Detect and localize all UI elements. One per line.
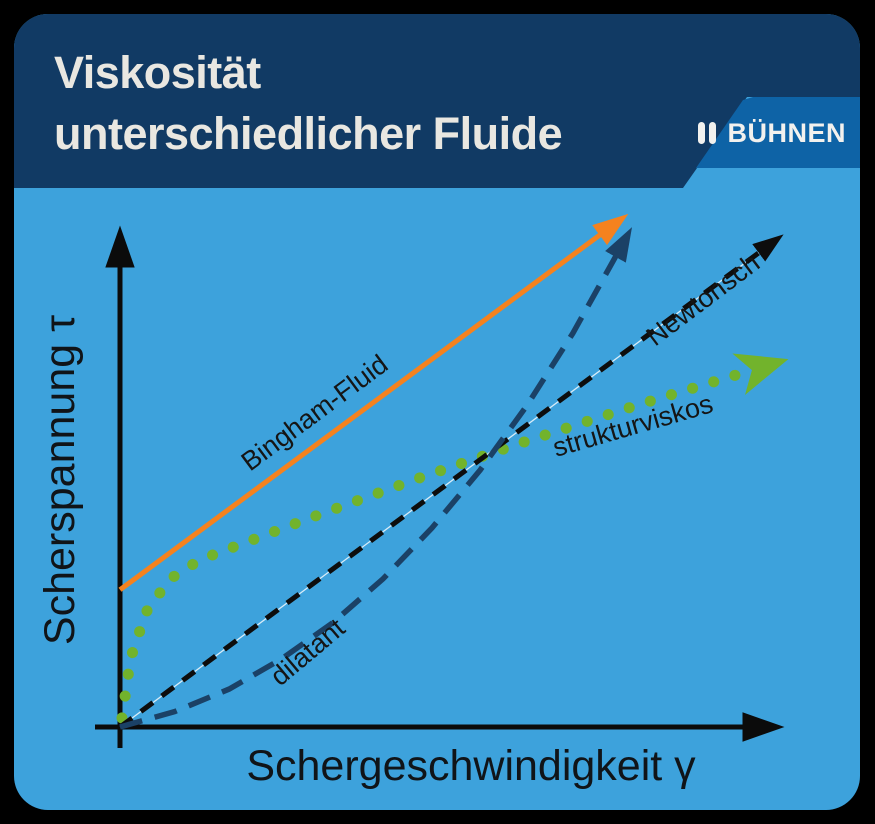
page-title-line1: Viskosität [54, 47, 261, 98]
series-label-dilatant: dilatant [264, 612, 351, 692]
series-curve-dilatant [120, 254, 617, 727]
x-axis-label: Schergeschwindigkeit γ [246, 742, 696, 790]
page-title-line2: unterschiedlicher Fluide [54, 108, 563, 159]
logo-text: BÜHNEN [727, 118, 846, 148]
series-label-strukturviskos: strukturviskos [549, 388, 717, 463]
series-label-newtonsch: Newtonsch [640, 247, 766, 352]
y-axis-label: Scherspannung τ [36, 314, 84, 646]
series-curve-bingham-fluid [120, 233, 603, 590]
series-label-bingham: Bingham-Fluid [235, 348, 394, 477]
viscosity-chart [14, 14, 860, 810]
card [14, 14, 860, 810]
series-layer [120, 233, 761, 727]
